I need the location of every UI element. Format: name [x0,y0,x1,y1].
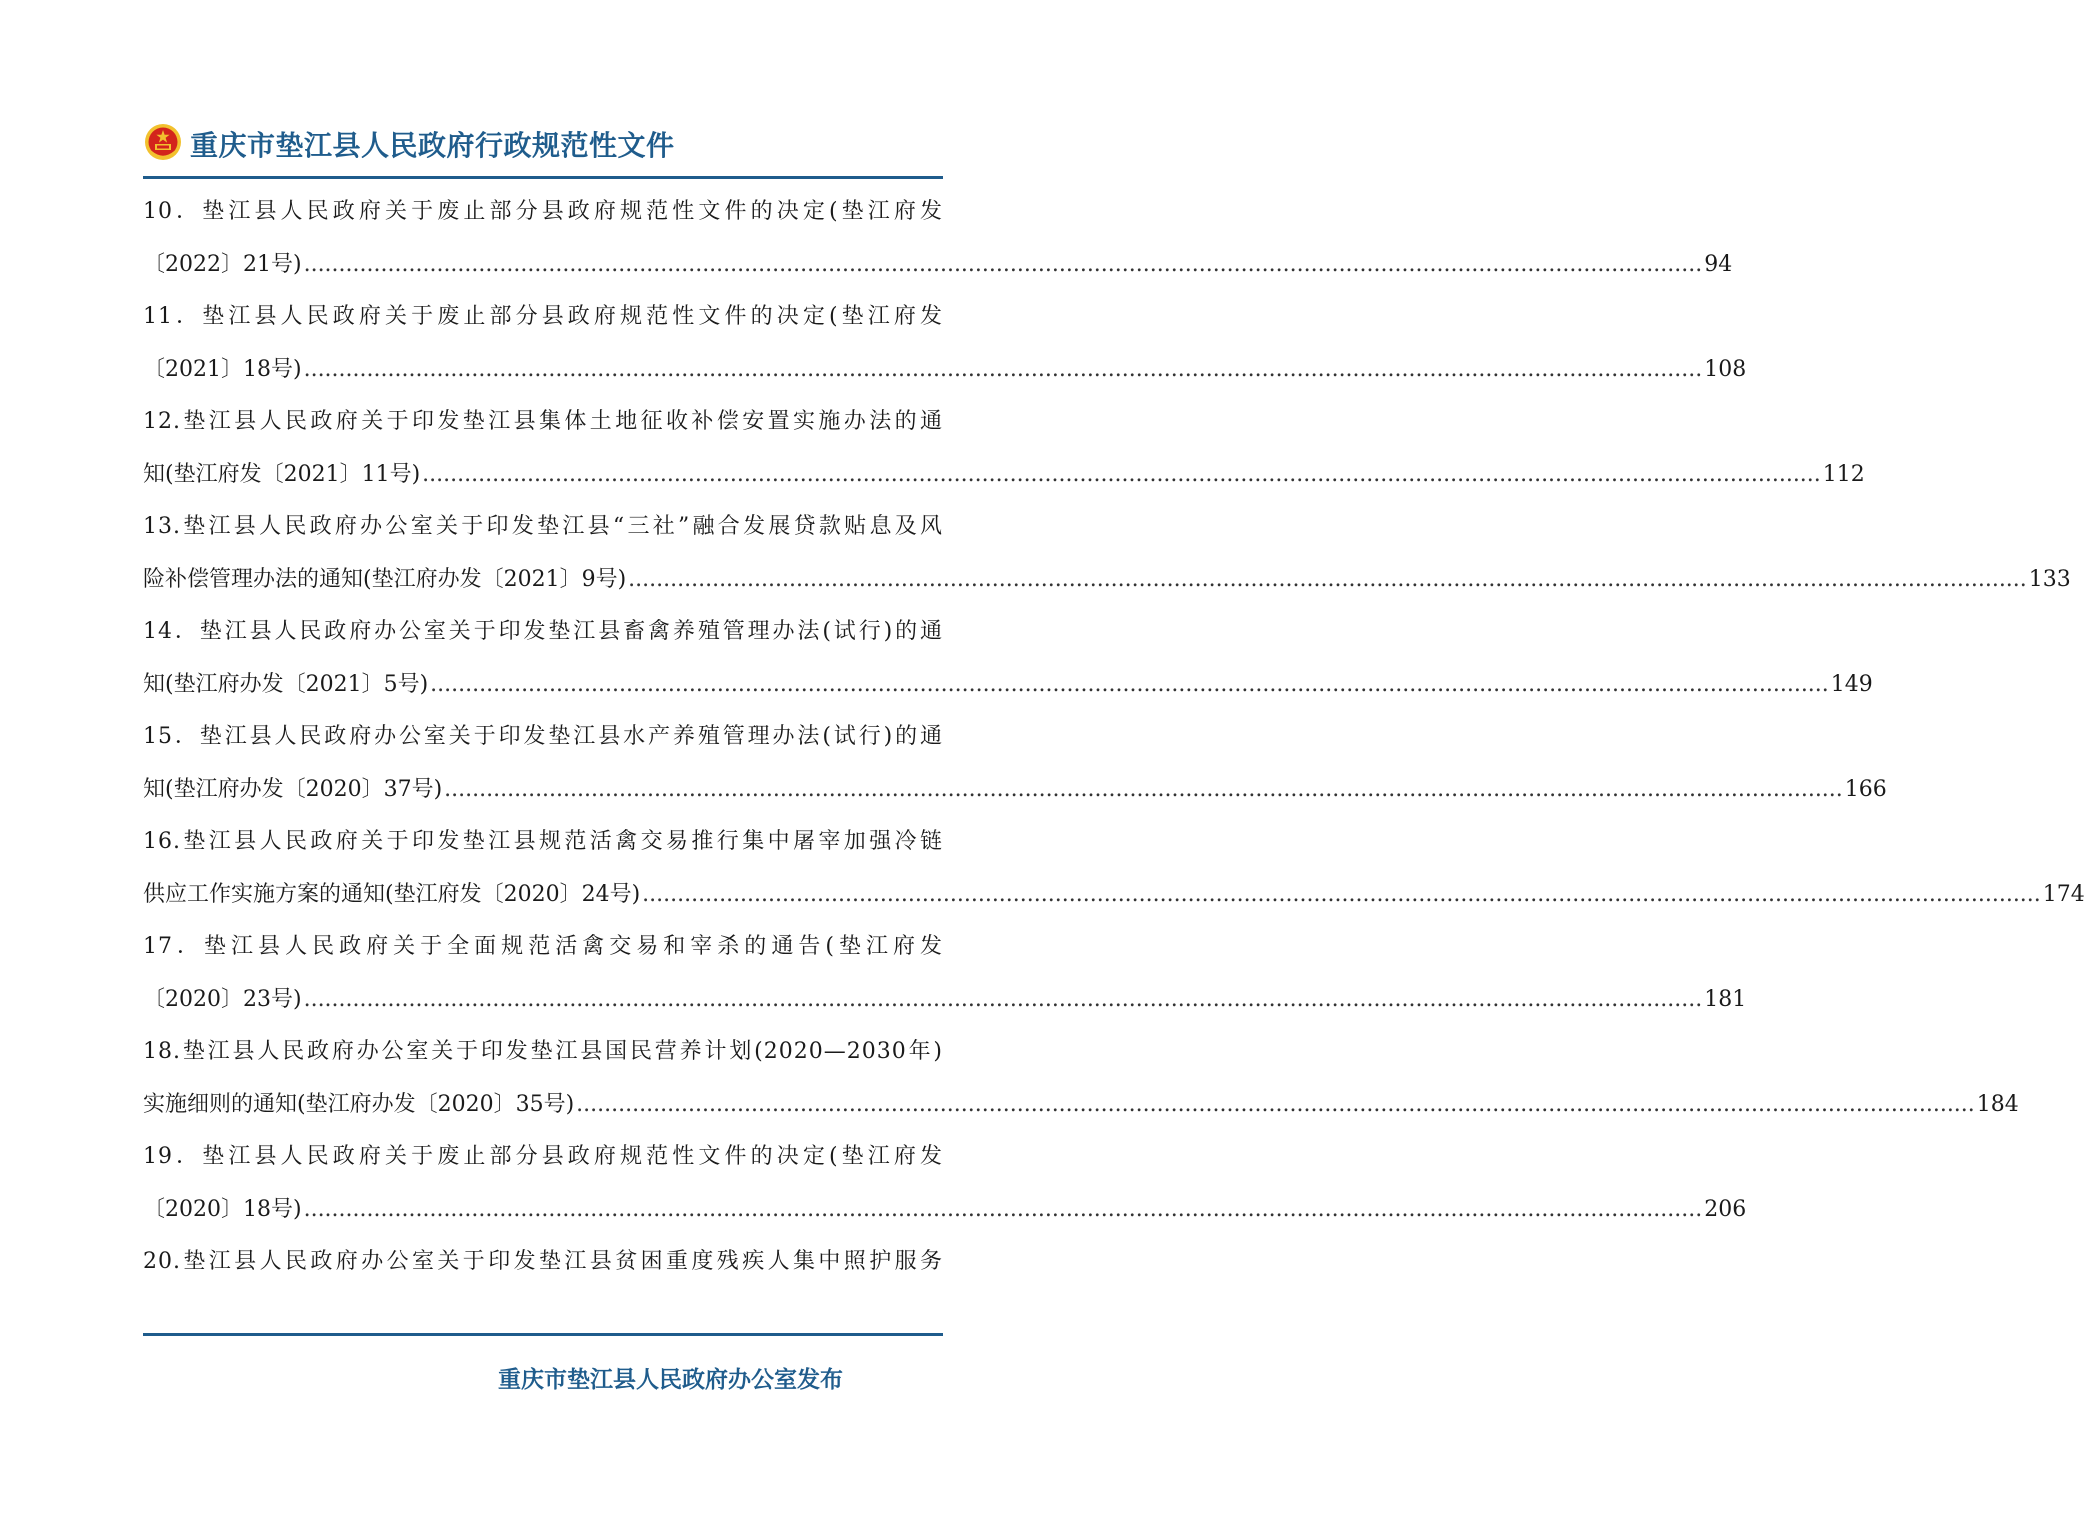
toc-page-number: 112 [1822,461,1865,487]
toc-entry-continuation [143,869,2085,922]
toc-entry-title: 15．垫江县人民政府办公室关于印发垫江县水产养殖管理办法(试行)的通 [143,724,943,749]
toc-page-number: 206 [1704,1196,1747,1222]
toc-entry[interactable] [143,186,1733,291]
toc-entry-doc-number: 实施细则的通知(垫江府办发〔2020〕35号) [143,1091,575,1117]
toc-entry-continuation [143,764,1887,817]
toc-entry-title: 13.垫江县人民政府办公室关于印发垫江县“三社”融合发展贷款贴息及风 [143,514,943,539]
table-of-contents [143,186,2085,1289]
toc-entry[interactable] [143,816,2085,921]
toc-entry-title: 10．垫江县人民政府关于废止部分县政府规范性文件的决定(垫江府发 [143,199,943,224]
toc-entry-continuation [143,554,2071,607]
toc-entry-title: 14．垫江县人民政府办公室关于印发垫江县畜禽养殖管理办法(试行)的通 [143,619,943,644]
toc-entry-continuation [143,659,1873,712]
dot-leader: ........................................................................................................................................................................................................ [628,566,2027,592]
dot-leader: ........................................................................................................................................................................................................ [303,986,1703,1012]
toc-page-number: 184 [1976,1091,2019,1117]
toc-entry-continuation [143,344,1747,397]
toc-entry-doc-number: 〔2020〕18号) [143,1196,302,1222]
toc-entry-doc-number: 〔2021〕18号) [143,356,302,382]
toc-entry-title: 17．垫江县人民政府关于全面规范活禽交易和宰杀的通告(垫江府发 [143,934,943,959]
toc-entry-doc-number: 知(垫江府发〔2021〕11号) [143,461,421,487]
dot-leader: ........................................................................................................................................................................................................ [444,776,1843,802]
toc-entry-doc-number: 知(垫江府办发〔2021〕5号) [143,671,429,697]
toc-entry[interactable] [143,1131,1747,1236]
toc-entry-doc-number: 供应工作实施方案的通知(垫江府发〔2020〕24号) [143,881,641,907]
toc-entry[interactable] [143,291,1747,396]
national-emblem-icon [143,122,183,162]
toc-entry[interactable] [143,921,1747,1026]
toc-entry-title: 12.垫江县人民政府关于印发垫江县集体土地征收补偿安置实施办法的通 [143,409,943,434]
toc-entry-continuation [143,974,1747,1027]
toc-entry[interactable] [143,711,1887,816]
toc-entry[interactable] [143,1026,2019,1131]
toc-page-number: 94 [1704,251,1733,277]
toc-entry-continuation [143,449,1865,502]
toc-page-number: 166 [1844,776,1887,802]
toc-entry-continuation [143,239,1733,292]
toc-page-number: 149 [1830,671,1873,697]
toc-entry-doc-number: 〔2020〕23号) [143,986,302,1012]
dot-leader: ........................................................................................................................................................................................................ [642,881,2041,907]
dot-leader: ........................................................................................................................................................................................................ [303,251,1703,277]
toc-entry[interactable] [143,396,1865,501]
toc-entry-title: 20.垫江县人民政府办公室关于印发垫江县贫困重度残疾人集中照护服务 [143,1249,943,1274]
toc-entry-title: 18.垫江县人民政府办公室关于印发垫江县国民营养计划(2020—2030年) [143,1039,943,1064]
header-title: 重庆市垫江县人民政府行政规范性文件 [190,129,675,162]
dot-leader: ........................................................................................................................................................................................................ [576,1091,1975,1117]
toc-page-number: 181 [1704,986,1747,1012]
footer-publisher: 重庆市垫江县人民政府办公室发布 [498,1366,843,1393]
toc-entry-doc-number: 险补偿管理办法的通知(垫江府办发〔2021〕9号) [143,566,627,592]
toc-entry[interactable] [143,501,2071,606]
toc-entry[interactable] [143,1236,943,1289]
toc-entry-title: 11．垫江县人民政府关于废止部分县政府规范性文件的决定(垫江府发 [143,304,943,329]
footer-divider [143,1333,943,1336]
toc-page-number: 108 [1704,356,1747,382]
header-divider [143,176,943,179]
toc-entry-continuation [143,1079,2019,1132]
dot-leader: ........................................................................................................................................................................................................ [422,461,1821,487]
dot-leader: ........................................................................................................................................................................................................ [430,671,1829,697]
toc-entry-title: 16.垫江县人民政府关于印发垫江县规范活禽交易推行集中屠宰加强冷链 [143,829,943,854]
toc-entry-doc-number: 〔2022〕21号) [143,251,302,277]
toc-page-number: 174 [2042,881,2085,907]
toc-entry-title: 19．垫江县人民政府关于废止部分县政府规范性文件的决定(垫江府发 [143,1144,943,1169]
toc-entry-doc-number: 知(垫江府办发〔2020〕37号) [143,776,443,802]
dot-leader: ........................................................................................................................................................................................................ [303,356,1703,382]
toc-page-number: 133 [2028,566,2071,592]
toc-entry-continuation [143,1184,1747,1237]
document-header [143,122,943,162]
toc-entry[interactable] [143,606,1873,711]
dot-leader: ........................................................................................................................................................................................................ [303,1196,1703,1222]
